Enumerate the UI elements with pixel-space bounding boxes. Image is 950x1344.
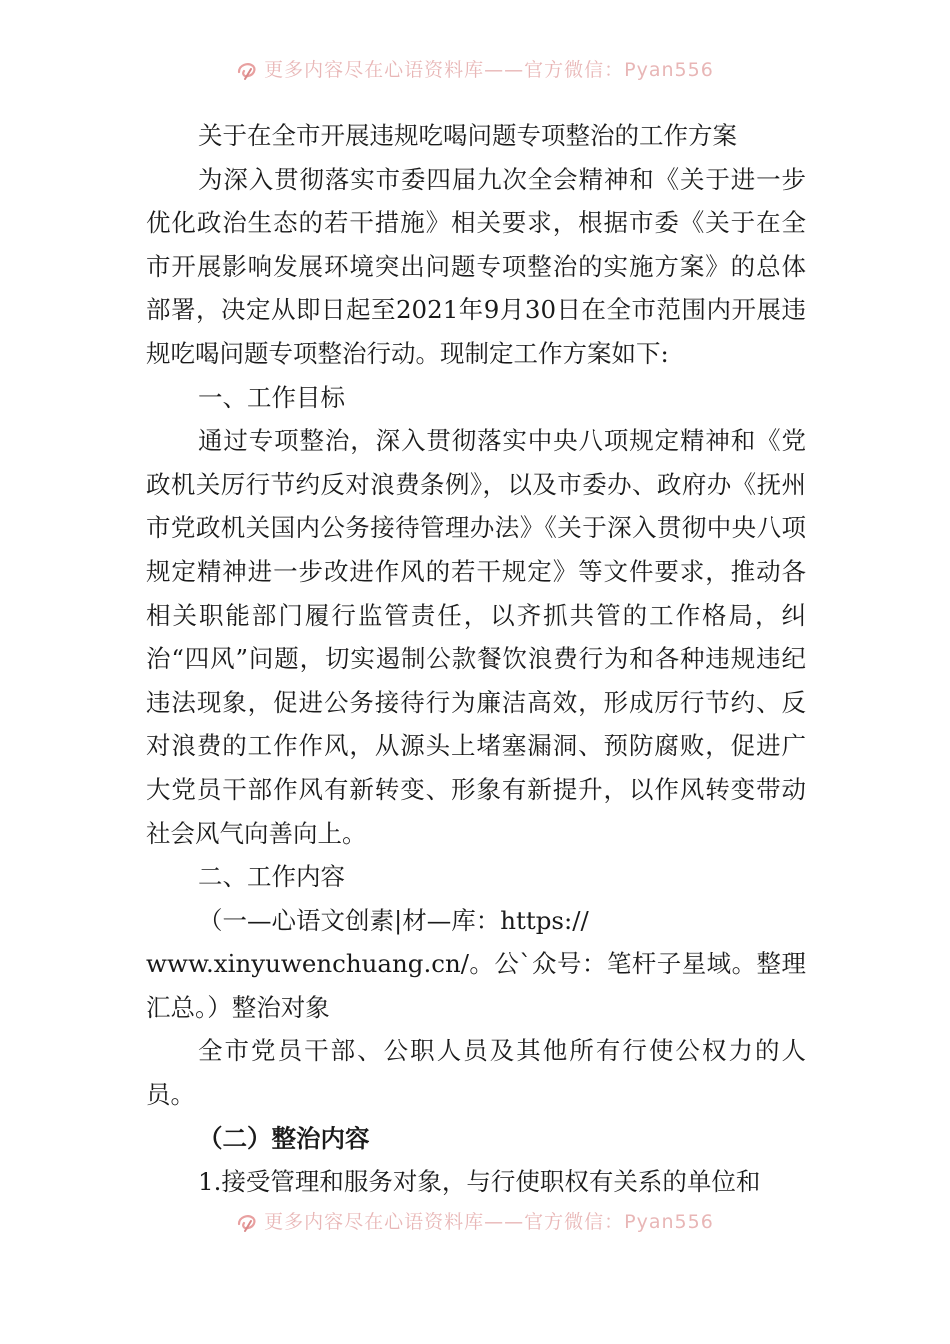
document-body bbox=[146, 114, 806, 1204]
logo-icon bbox=[236, 1212, 258, 1234]
subsection-1-body: 全市党员干部、公职人员及其他所有行使公权力的人员。 bbox=[146, 1036, 806, 1110]
watermark-top bbox=[0, 56, 950, 84]
section-2-heading: 二、工作内容 bbox=[198, 862, 345, 892]
subsection-2-heading: （二）整治内容 bbox=[198, 1123, 370, 1153]
watermark-text: 更多内容尽在心语资料库——官方微信：Pyan556 bbox=[264, 59, 714, 81]
document-title: 关于在全市开展违规吃喝问题专项整治的工作方案 bbox=[198, 121, 737, 150]
watermark-text: 更多内容尽在心语资料库——官方微信：Pyan556 bbox=[264, 1211, 714, 1233]
watermark-bottom bbox=[0, 1208, 950, 1236]
section-1-heading: 一、工作目标 bbox=[198, 382, 345, 412]
subsection-1-line1: （一—心语文创素|材—库：https:// bbox=[198, 905, 589, 935]
section-1-body: 通过专项整治，深入贯彻落实中央八项规定精神和《党政机关厉行节约反对浪费条例》，以及市委办、政府办《抚州市党政机关国内公务接待管理办法》《关于深入贯彻中央八项规定精神进一步改进作风的若干规定》等文件要求，推动各相关职能部门履行监管责任，以齐抓共管的工作格局，纠治“四风”问题，切实遏制公款餐饮浪费行为和各种违规违纪违法现象，促进公务接待行为廉洁高效，形成厉行节约、反对浪费的工作作风，从源头上堵塞漏洞、预防腐败，促进广大党员干部作风有新转变、形象有新提升，以作风转变带动社会风气向善向上。 bbox=[146, 426, 806, 848]
intro-paragraph: 为深入贯彻落实市委四届九次全会精神和《关于进一步优化政治生态的若干措施》相关要求，根据市委《关于在全市开展影响发展环境突出问题专项整治的实施方案》的总体部署，决定从即日起至2021年9月30日在全市范围内开展违规吃喝问题专项整治行动。现制定工作方案如下: bbox=[146, 164, 806, 368]
logo-icon bbox=[236, 60, 258, 82]
item-1: 1.接受管理和服务对象，与行使职权有关系的单位和 bbox=[198, 1167, 761, 1197]
subsection-1-line2: www.xinyuwenchuang.cn/。公`众号：笔杆子星域。整理汇总。）整治对象 bbox=[146, 949, 806, 1022]
